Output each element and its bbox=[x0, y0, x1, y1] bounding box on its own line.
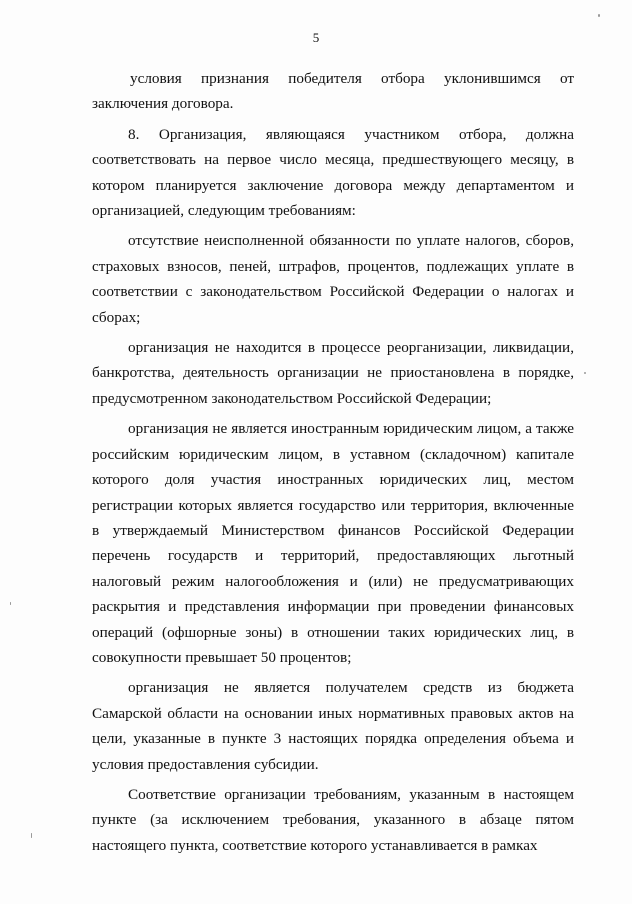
paragraph-compliance: Соответствие организации требованиям, указанным в настоящем пункте (за исключением требования, указанного в абзаце пятом настоящего пункта, соответствие которого устанавливается в рамках bbox=[92, 785, 574, 854]
paragraph-requirement-budget: организация не является получателем средств из бюджета Самарской области на основании иных нормативных правовых актов на цели, указанные в пункте 3 настоящих порядка определения объема и условия предоставления субсидии. bbox=[92, 679, 574, 773]
paragraph-item-8: 8. Организация, являющаяся участником отбора, должна соответствовать на первое число месяца, предшествующего месяцу, в котором планируется заключение договора между департаментом и организацией, следующим требованиям: bbox=[92, 125, 574, 220]
scan-speck bbox=[10, 602, 11, 605]
scan-speck bbox=[584, 372, 586, 374]
paragraph-requirement-foreign-entity: организация не является иностранным юридическим лицом, а также российским юридическим лицом, в уставном (складочном) капитале которого доля участия иностранных юридических лиц, местом регистрации которых является государство или территория, включенные в утверждаемый Министерством финансов Российской Федерации перечень государств и территорий, предоставляющих льготный налоговый режим налогообложения и (или) не предусматривающих раскрытия и представления информации при проведении финансовых операций (офшорные зоны) в отношении таких юридических лиц, в совокупности превышает 50 процентов; bbox=[92, 420, 574, 666]
page-number: 5 bbox=[312, 30, 320, 45]
paragraph-requirement-taxes: отсутствие неисполненной обязанности по уплате налогов, сборов, страховых взносов, пеней, штрафов, процентов, подлежащих уплате в соответствии с законодательством Российской Федерации о налогах и сборах; bbox=[92, 232, 574, 326]
paragraph-continuation: условия признания победителя отбора уклонившимся от заключения договора. bbox=[92, 70, 574, 113]
document-body bbox=[92, 66, 574, 858]
paragraph-requirement-reorganization: организация не находится в процессе реорганизации, ликвидации, банкротства, деятельность организации не приостановлена в порядке, предусмотренном законодательством Российской Федерации; bbox=[92, 339, 574, 407]
scan-speck bbox=[598, 14, 600, 17]
scan-speck bbox=[31, 833, 32, 838]
